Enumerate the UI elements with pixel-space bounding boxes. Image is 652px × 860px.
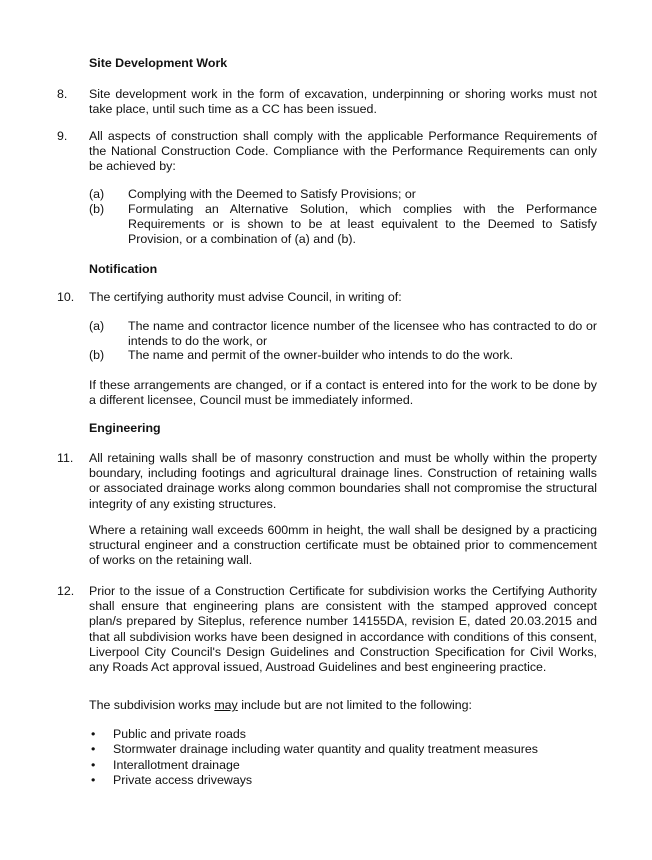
clause-9-number: 9. (57, 129, 68, 143)
subdivision-works-list (89, 727, 538, 789)
heading-site-development: Site Development Work (89, 56, 228, 70)
list-item: • Private access driveways (91, 773, 253, 788)
clause-12-text: Prior to the issue of a Construction Certificate for subdivision works the Certifying Authority shall ensure that engineering plans are consistent with the stamped approved concept plan/s prepared by Siteplus, reference number 14155DA, revision E, dated 20.03.2015 and that all subdivision works have been designed in accordance with conditions of this consent, Liverpool City Council's Design Guidelines and Construction Specification for Civil Works, any Roads Act approval issued, Austroad Guidelines and best engineering practice. (89, 584, 597, 675)
bullet-icon: • (91, 727, 96, 741)
clause-10b-label: (b) (89, 348, 105, 362)
clause-9-text: All aspects of construction shall comply with the applicable Performance Requirements of the National Construction Code. Compliance with the Performance Requirements can only be achieved by: (89, 129, 597, 174)
may-underlined: may (214, 698, 238, 712)
clause-9b-text: Formulating an Alternative Solution, which complies with the Performance Requirements or is shown to be at least equivalent to the Deemed to Satisfy Provision, or a combination of (a) and (b). (128, 202, 597, 247)
list-item: • Stormwater drainage including water quantity and quality treatment measures (91, 742, 538, 757)
bullet-icon: • (91, 742, 96, 757)
list-item: • Public and private roads (91, 727, 246, 741)
bullet-icon: • (91, 773, 96, 788)
clause-10-text: The certifying authority must advise Council, in writing of: (89, 290, 402, 304)
clause-10b-text: The name and permit of the owner-builder who intends to do the work. (128, 348, 514, 362)
clause-9b-label: (b) (89, 202, 105, 216)
clause-11-text-2: Where a retaining wall exceeds 600mm in height, the wall shall be designed by a practicing structural engineer and a construction certificate must be obtained prior to commencement of works on the retaining wall. (89, 523, 597, 568)
list-item: • Interallotment drainage (91, 757, 240, 772)
clause-10-followup: If these arrangements are changed, or if a contact is entered into for the work to be done by a different licensee, Council must be immediately informed. (89, 378, 597, 408)
clause-11-text: All retaining walls shall be of masonry construction and must be wholly within the property boundary, including footings and agricultural drainage lines. Construction of retaining walls or associated drainage works along common boundaries shall not compromise the structural integrity of any existing structures. (89, 451, 597, 511)
bullet-icon: • (91, 757, 96, 772)
heading-engineering: Engineering (89, 421, 161, 435)
clause-8-text: Site development work in the form of excavation, underpinning or shoring works must not take place, until such time as a CC has been issued. (89, 87, 597, 117)
clause-9a-label: (a) (89, 187, 105, 201)
clause-10-number: 10. (57, 290, 75, 304)
clause-8-number: 8. (57, 87, 68, 101)
clause-10a-label: (a) (89, 319, 105, 333)
clause-11-number: 11. (57, 451, 74, 465)
heading-notification: Notification (89, 262, 158, 276)
clause-12-number: 12. (57, 584, 75, 598)
clause-9a-text: Complying with the Deemed to Satisfy Provisions; or (128, 187, 416, 201)
clause-10a-text: The name and contractor licence number of the licensee who has contracted to do or intends to do the work, or (128, 319, 597, 349)
clause-12-intro: The subdivision works may include but are not limited to the following: (89, 698, 472, 712)
